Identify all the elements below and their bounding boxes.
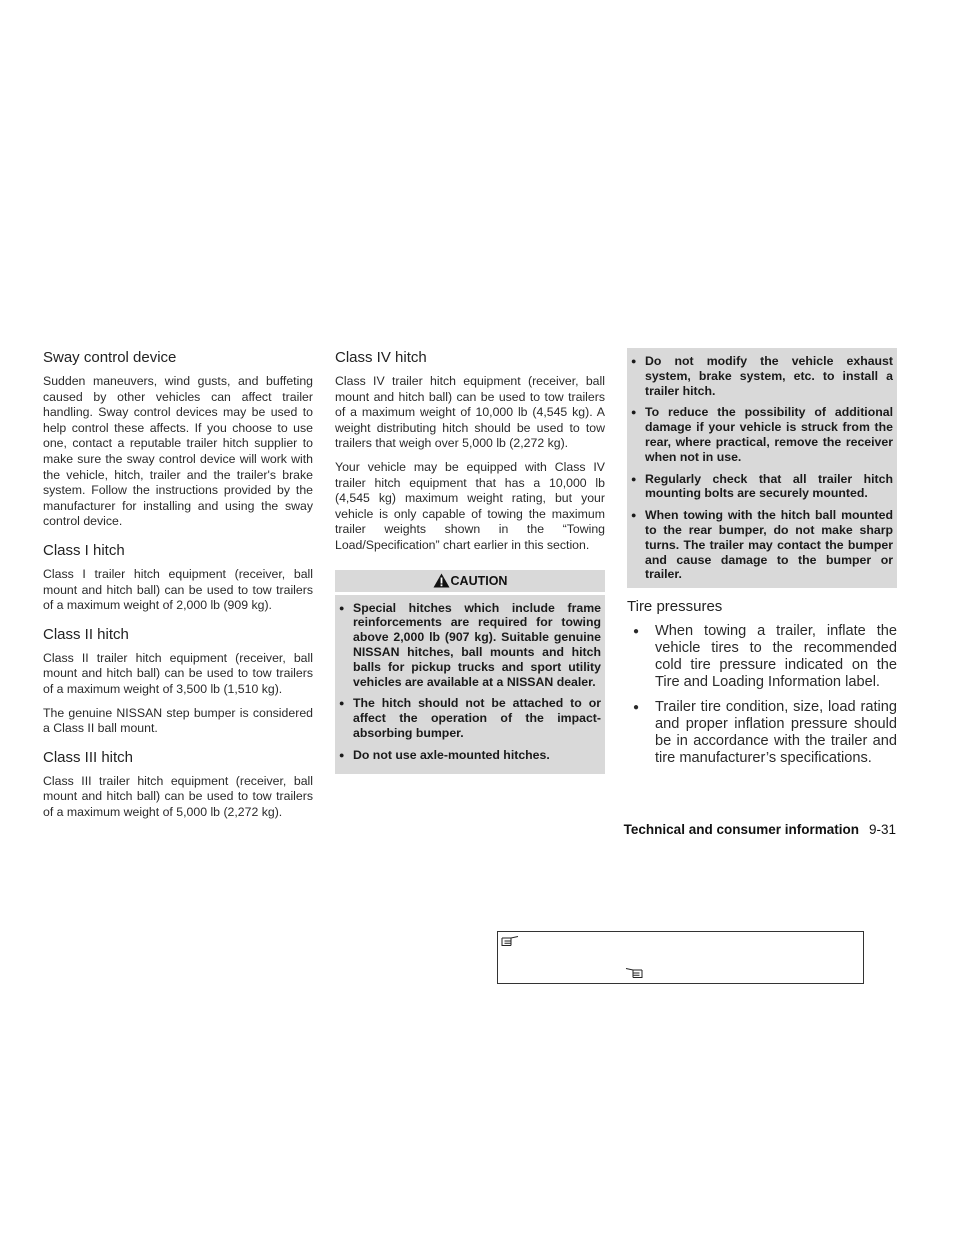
tire-item: ● When towing a trailer, inflate the vehicle tires to the recommended cold tire pressure indicated on the Tire and Loading Information label. <box>627 623 897 691</box>
right-column <box>627 348 897 775</box>
caution-title <box>335 570 605 595</box>
left-column <box>43 348 313 828</box>
caution-list <box>339 601 601 763</box>
caution-item: ● When towing with the hitch ball mounted to the rear bumper, do not make sharp turns. The trailer may contact the bumper and cause damage to the bumper or trailer. <box>631 508 893 582</box>
pointing-hand-icon <box>625 966 643 979</box>
caution-box-continued <box>627 348 897 588</box>
class4-body-2: Your vehicle may be equipped with Class IV trailer hitch equipment that has a 10,000 lb (4,545 kg) maximum weight rating, but your vehicle is only capable of towing the maximum trailer weights shown in the “Towing Load/Specification” chart earlier in this section. <box>335 459 605 552</box>
class2-heading: Class II hitch <box>43 625 129 643</box>
footer-section-title: Technical and consumer information <box>623 822 859 837</box>
caution-item: ● Do not use axle-mounted hitches. <box>339 748 601 763</box>
sway-body: Sudden maneuvers, wind gusts, and buffeting caused by other vehicles can affect trailer handling. Sway control devices may be used to help control these affects. If you choose to use one, contact a reputable trailer hitch supplier to make sure the sway control device will work with the vehicle, hitch, trailer and the trailer's brake system. Follow the instructions provided by the manufacturer for installing and using the sway control device. <box>43 374 313 529</box>
note-box <box>497 931 864 984</box>
page-footer <box>560 821 896 839</box>
tire-heading: Tire pressures <box>627 598 723 616</box>
caution-box <box>335 570 605 774</box>
caution-item: ● To reduce the possibility of additional damage if your vehicle is struck from the rear, where practical, remove the receiver when not in use. <box>631 405 893 464</box>
caution-label: CAUTION <box>450 573 508 588</box>
class3-heading: Class III hitch <box>43 748 134 766</box>
caution-item: ● Special hitches which include frame reinforcements are required for towing above 2,000 lb (907 kg). Suitable genuine NISSAN hitches, ball mounts and hitch balls for pickup trucks and sport utility vehicles are available at a NISSAN dealer. <box>339 601 601 690</box>
sway-heading: Sway control device <box>43 349 177 366</box>
middle-column <box>335 348 605 774</box>
class1-heading: Class I hitch <box>43 541 125 559</box>
pointing-hand-icon <box>501 934 519 947</box>
caution-item: ● Regularly check that all trailer hitch mounting bolts are securely mounted. <box>631 472 893 502</box>
tire-list <box>627 623 897 767</box>
page-number: 9-31 <box>868 822 896 837</box>
warning-triangle-icon <box>433 573 450 588</box>
class3-body: Class III trailer hitch equipment (receiver, ball mount and hitch ball) can be used to tow trailers of a maximum weight of 5,000 lb (2,272 kg). <box>43 773 313 819</box>
caution-list-continued <box>631 354 893 582</box>
class1-body: Class I trailer hitch equipment (receiver, ball mount and hitch ball) can be used to tow trailers of a maximum weight of 2,000 lb (909 kg). <box>43 566 313 613</box>
class4-body-1: Class IV trailer hitch equipment (receiver, ball mount and hitch ball) can be used to tow trailers of a maximum weight of 10,000 lb (4,545 kg). A weight distributing hitch should be used to tow trailers that weigh over 5,000 lb (2,272 kg). <box>335 374 605 451</box>
class2-note: The genuine NISSAN step bumper is considered a Class II ball mount. <box>43 705 313 736</box>
caution-item: ● Do not modify the vehicle exhaust system, brake system, etc. to install a trailer hitch. <box>631 354 893 398</box>
tire-item: ● Trailer tire condition, size, load rating and proper inflation pressure should be in accordance with the trailer and tire manufacturer’s specifications. <box>627 699 897 767</box>
class4-heading: Class IV hitch <box>335 349 427 366</box>
caution-item: ● The hitch should not be attached to or affect the operation of the impact-absorbing bumper. <box>339 696 601 740</box>
class2-body: Class II trailer hitch equipment (receiver, ball mount and hitch ball) can be used to tow trailers of a maximum weight of 3,500 lb (1,510 kg). <box>43 650 313 696</box>
